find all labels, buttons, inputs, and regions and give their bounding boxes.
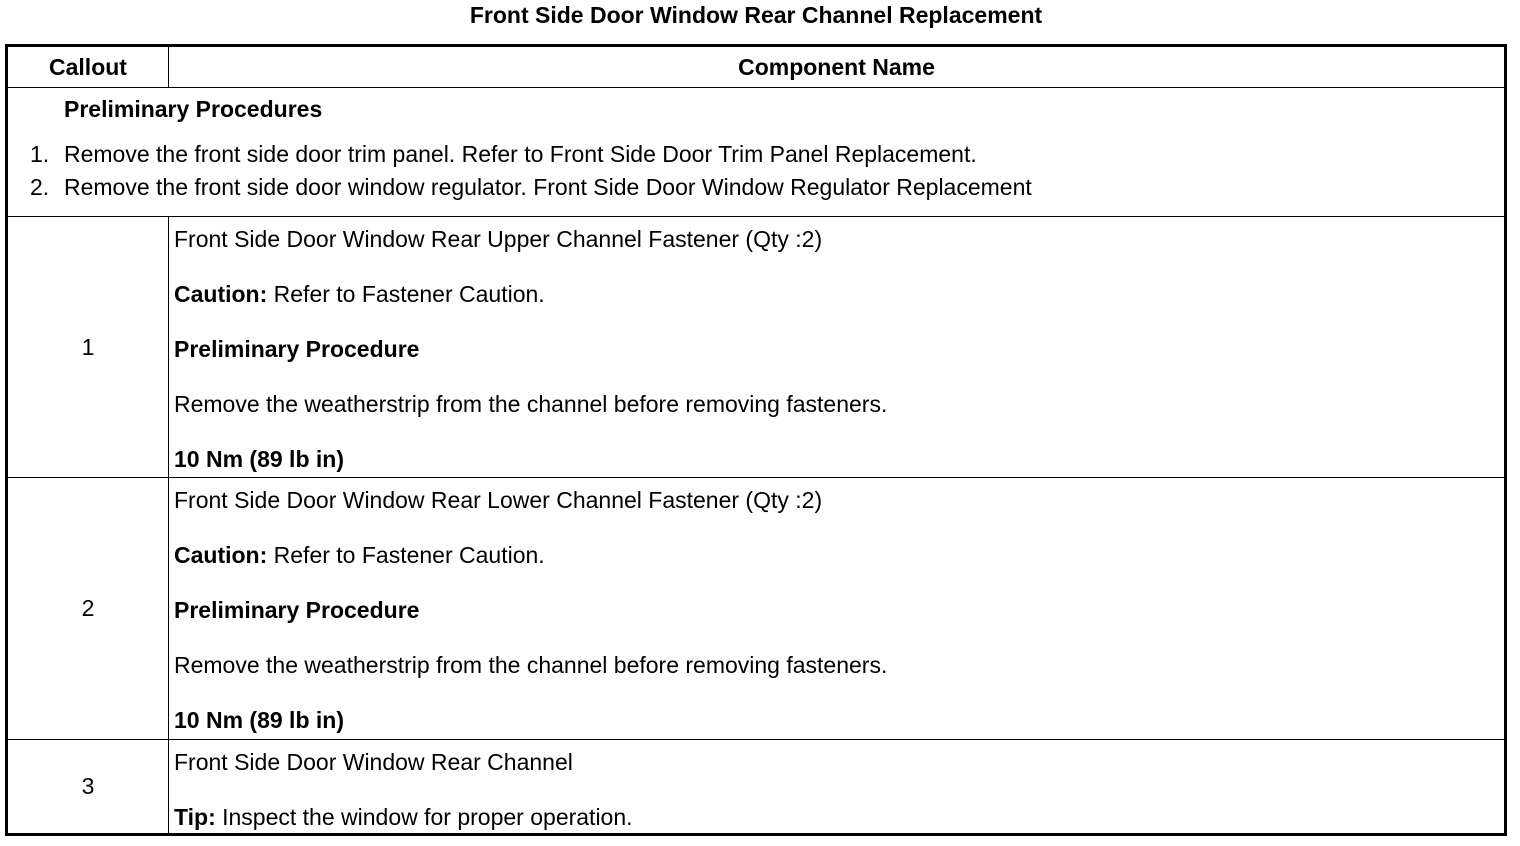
list-item [8, 171, 1504, 204]
caution-line [174, 280, 1504, 308]
table-row [7, 217, 1506, 478]
step-number: 1. [30, 141, 50, 167]
component-cell [169, 478, 1506, 740]
caution-label: Caution: [174, 281, 268, 307]
component-name-column-header: Component Name [169, 46, 1506, 88]
preliminary-row [7, 88, 1506, 217]
preliminary-steps-list [8, 138, 1504, 204]
caution-label: Caution: [174, 542, 268, 568]
caution-line [174, 541, 1504, 569]
torque-spec: 10 Nm (89 lb in) [174, 707, 344, 733]
step-number: 2. [30, 174, 50, 200]
tip-line [174, 803, 1504, 831]
table-row [7, 740, 1506, 835]
page-title: Front Side Door Window Rear Channel Replacement [469, 2, 1043, 28]
preliminary-cell [7, 88, 1506, 217]
step-text: Remove the front side door trim panel. Refer to Front Side Door Trim Panel Replacement. [64, 141, 977, 167]
component-cell [169, 217, 1506, 478]
preliminary-procedure-text: Remove the weatherstrip from the channel before removing fasteners. [174, 391, 888, 417]
callout-column-header: Callout [7, 46, 169, 88]
callout-cell: 1 [7, 217, 169, 478]
callout-cell: 3 [7, 740, 169, 835]
component-name: Front Side Door Window Rear Lower Channel Fastener (Qty :2) [174, 487, 823, 513]
preliminary-procedure-label: Preliminary Procedure [174, 597, 420, 623]
torque-spec: 10 Nm (89 lb in) [174, 446, 344, 472]
caution-text: Refer to Fastener Caution. [267, 281, 545, 307]
callout-cell: 2 [7, 478, 169, 740]
tip-text: Inspect the window for proper operation. [215, 804, 633, 830]
component-name: Front Side Door Window Rear Channel [174, 749, 573, 775]
list-item [8, 138, 1504, 171]
table-row [7, 478, 1506, 740]
preliminary-heading: Preliminary Procedures [64, 96, 323, 122]
caution-text: Refer to Fastener Caution. [267, 542, 545, 568]
step-text: Remove the front side door window regulator. Front Side Door Window Regulator Replacement [64, 174, 1032, 200]
tip-label: Tip: [174, 804, 216, 830]
procedure-table [5, 44, 1507, 836]
component-cell [169, 740, 1506, 835]
preliminary-procedure-text: Remove the weatherstrip from the channel before removing fasteners. [174, 652, 888, 678]
table-header-row [7, 46, 1506, 88]
preliminary-procedure-label: Preliminary Procedure [174, 336, 420, 362]
component-name: Front Side Door Window Rear Upper Channel Fastener (Qty :2) [174, 226, 823, 252]
